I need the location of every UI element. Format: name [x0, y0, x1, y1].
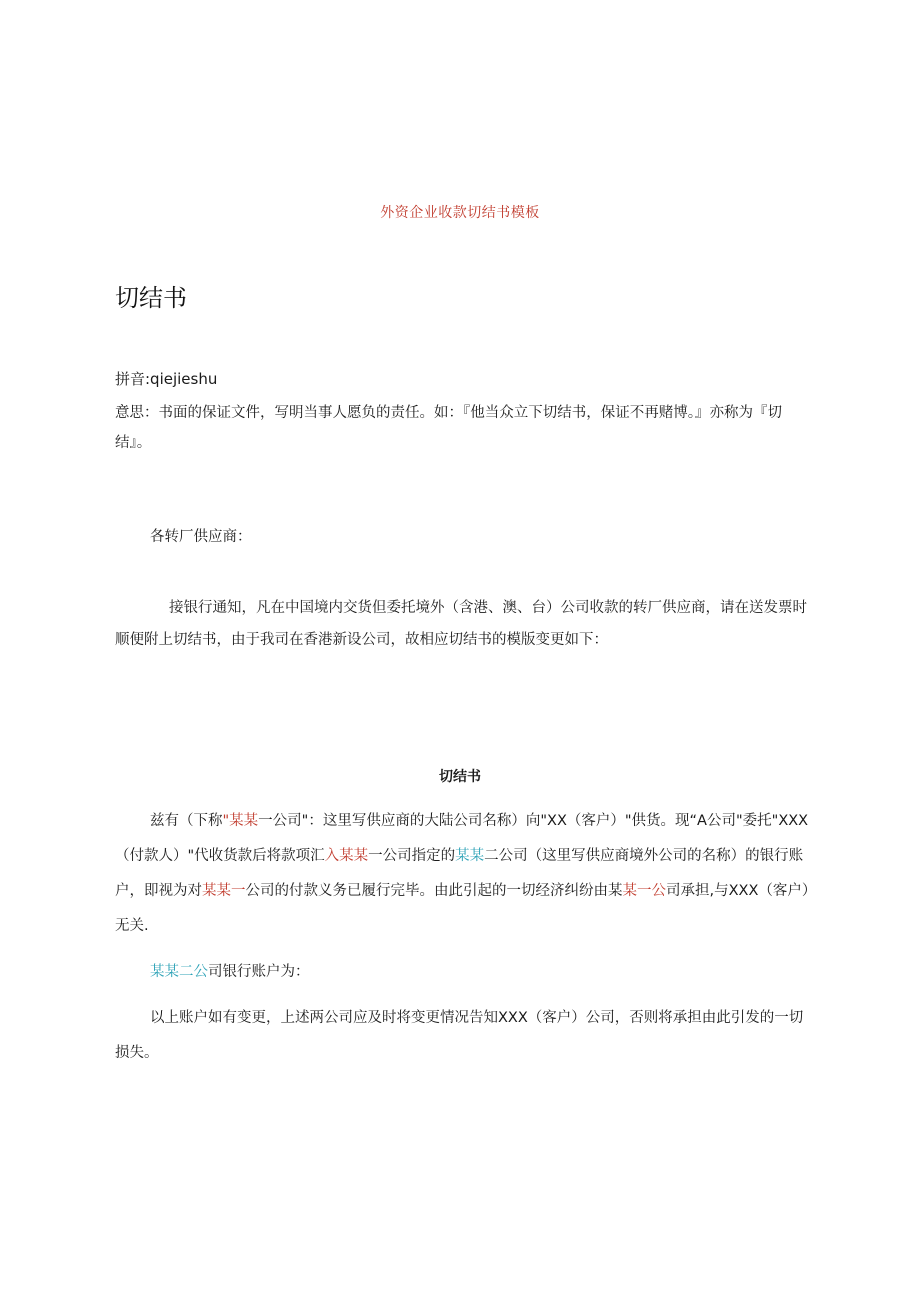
highlight-teal: 某某二公	[150, 964, 208, 980]
bank-account-line	[115, 955, 815, 990]
pinyin-line: 拼音:qiejieshu	[115, 370, 218, 388]
highlight-red: 某一公	[622, 883, 666, 899]
highlight-red: 某某一	[202, 883, 246, 899]
text-segment: 一公司指定的	[368, 848, 456, 864]
text-segment: 一公司"：这里写供应商的大陆公司名称）向"XX（客户）"供货。现“A公司"委托"XXX（付款人）"代收货款后将款项汇	[115, 813, 809, 864]
document-title: 外资企业收款切结书模板	[380, 205, 540, 221]
text-segment: 兹有（下称	[150, 813, 223, 829]
highlight-teal: 某某	[455, 848, 485, 864]
affidavit-title: 切结书	[439, 769, 481, 785]
highlight-red: 入某某	[324, 848, 369, 864]
term-heading: 切结书	[115, 284, 187, 312]
highlight-red: "某某	[222, 813, 259, 829]
salutation: 各转厂供应商：	[150, 529, 252, 545]
text-segment: 二公司（这里写供应商境外公司的名称）的银行账户，即视为对	[115, 848, 804, 899]
text-segment: 司承担,与XXX（客户）无关.	[115, 883, 810, 934]
affidavit-paragraph-3: 以上账户如有变更，上述两公司应及时将变更情况告知XXX（客户）公司，否则将承担由此引发的一切损失。	[115, 1010, 804, 1061]
meaning-paragraph: 意思：书面的保证文件，写明当事人愿负的责任。如：『他当众立下切结书，保证不再赌博。』亦称为『切结』。	[115, 405, 782, 451]
notice-paragraph: 接银行通知，凡在中国境内交货但委托境外（含港、澳、台）公司收款的转厂供应商，请在送发票时顺便附上切结书，由于我司在香港新设公司，故相应切结书的模版变更如下：	[115, 600, 807, 648]
text-segment: 公司的付款义务已履行完毕。由此引起的一切经济纠纷由某	[245, 883, 623, 899]
affidavit-paragraph-1	[115, 804, 815, 944]
text-segment: 司银行账户为：	[208, 964, 310, 980]
